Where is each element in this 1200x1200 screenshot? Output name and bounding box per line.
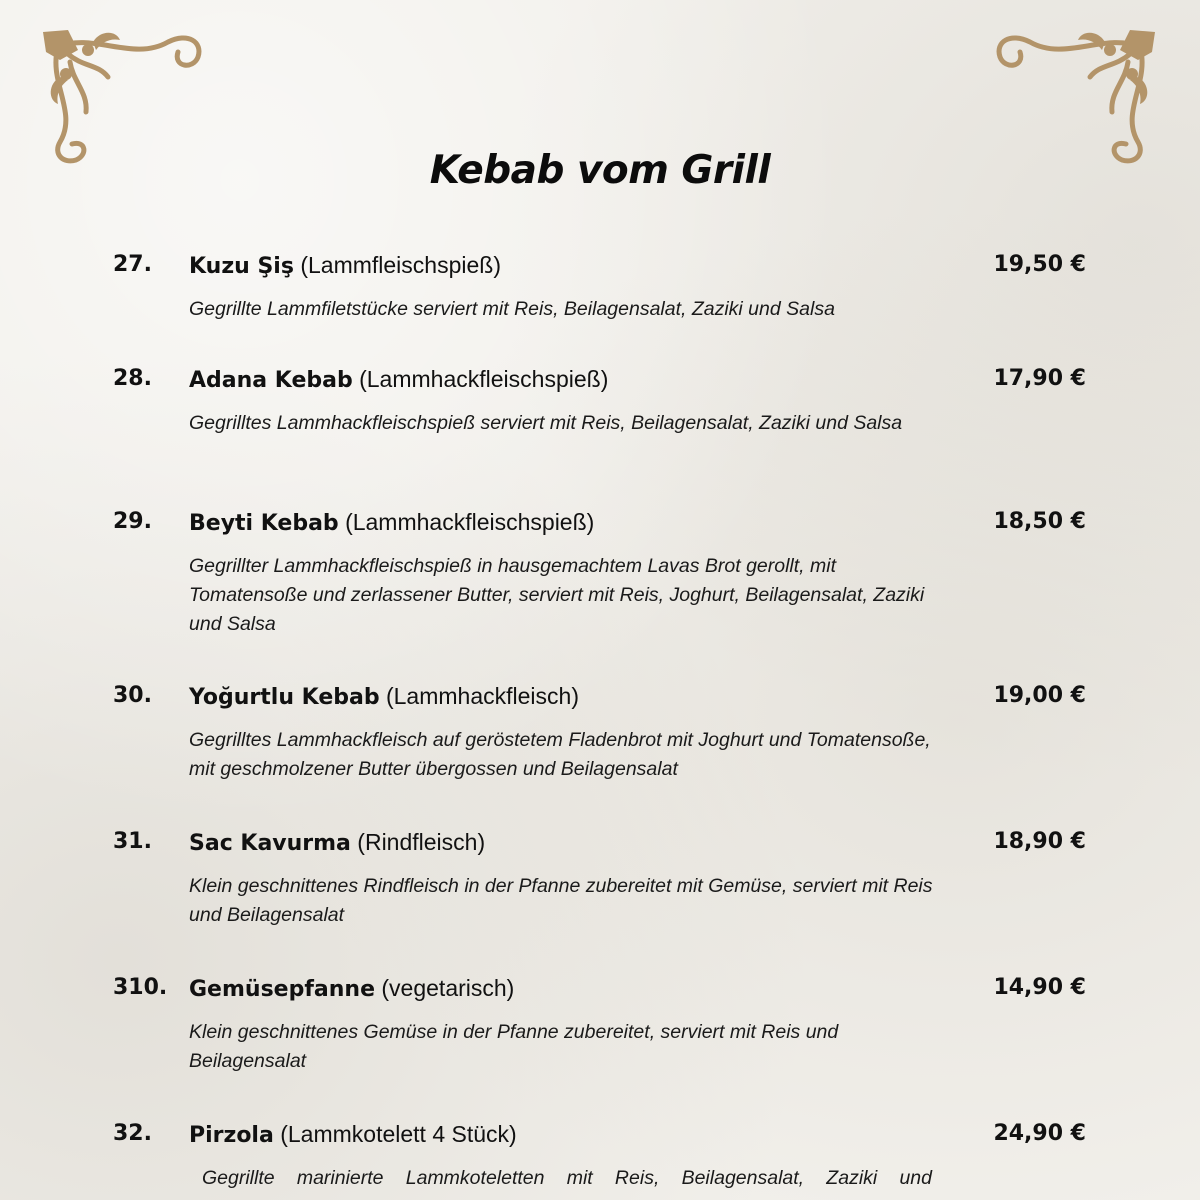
item-subtitle: (vegetarisch) xyxy=(381,975,515,1001)
item-description: Klein geschnittenes Gemüse in der Pfanne zubereitet, serviert mit Reis und Beilagensalat xyxy=(189,1021,839,1072)
item-subtitle: (Lammkotelett 4 Stück) xyxy=(280,1121,517,1147)
item-heading xyxy=(189,252,501,279)
item-subtitle: (Lammhackfleischspieß) xyxy=(345,509,595,535)
item-price: 19,00 € xyxy=(993,683,1086,708)
item-number: 29. xyxy=(113,509,152,534)
item-description: Gegrillte marinierte Lammkoteletten mit Reis, Beilagensalat, Zaziki und xyxy=(202,1167,932,1189)
item-heading xyxy=(189,683,579,710)
item-name: Yoğurtlu Kebab xyxy=(189,685,380,710)
item-description: Gegrilltes Lammhackfleischspieß serviert mit Reis, Beilagensalat, Zaziki und Salsa xyxy=(189,412,903,434)
corner-flourish-icon xyxy=(990,22,1160,167)
item-price: 18,90 € xyxy=(993,829,1086,854)
item-price: 24,90 € xyxy=(993,1121,1086,1146)
item-number: 30. xyxy=(113,683,152,708)
item-subtitle: (Lammhackfleischspieß) xyxy=(359,366,609,392)
item-price: 19,50 € xyxy=(993,252,1086,277)
item-name: Adana Kebab xyxy=(189,368,353,393)
item-number: 27. xyxy=(113,252,152,277)
item-name: Gemüsepfanne xyxy=(189,977,375,1002)
item-name: Pirzola xyxy=(189,1123,274,1148)
item-subtitle: (Lammhackfleisch) xyxy=(385,683,579,709)
item-subtitle: (Lammfleischspieß) xyxy=(300,252,501,278)
item-heading xyxy=(189,509,594,536)
item-number: 31. xyxy=(113,829,152,854)
item-heading xyxy=(189,1121,517,1148)
item-name: Sac Kavurma xyxy=(189,831,351,856)
item-price: 17,90 € xyxy=(993,366,1086,391)
item-number: 28. xyxy=(113,366,152,391)
corner-flourish-icon xyxy=(38,22,208,167)
item-number: 310. xyxy=(113,975,168,1000)
item-description: Gegrilltes Lammhackfleisch auf geröstetem Fladenbrot mit Joghurt und Tomatensoße, mit geschmolzener Butter übergossen und Beilagensalat xyxy=(189,729,931,780)
item-heading xyxy=(189,829,485,856)
item-heading xyxy=(189,975,514,1002)
item-description: Klein geschnittenes Rindfleisch in der Pfanne zubereitet mit Gemüse, serviert mit Reis und Beilagensalat xyxy=(189,875,933,926)
item-name: Kuzu Şiş xyxy=(189,254,294,279)
item-price: 18,50 € xyxy=(993,509,1086,534)
item-heading xyxy=(189,366,608,393)
item-description: Gegrillte Lammfiletstücke serviert mit Reis, Beilagensalat, Zaziki und Salsa xyxy=(189,298,835,320)
item-price: 14,90 € xyxy=(993,975,1086,1000)
item-number: 32. xyxy=(113,1121,152,1146)
item-subtitle: (Rindfleisch) xyxy=(357,829,486,855)
item-name: Beyti Kebab xyxy=(189,511,339,536)
page-title: Kebab vom Grill xyxy=(429,148,771,193)
item-description: Gegrillter Lammhackfleischspieß in hausgemachtem Lavas Brot gerollt, mit Tomatensoße und zerlassener Butter, serviert mit Reis, Joghurt, Beilagensalat, Zaziki und Salsa xyxy=(189,555,925,635)
